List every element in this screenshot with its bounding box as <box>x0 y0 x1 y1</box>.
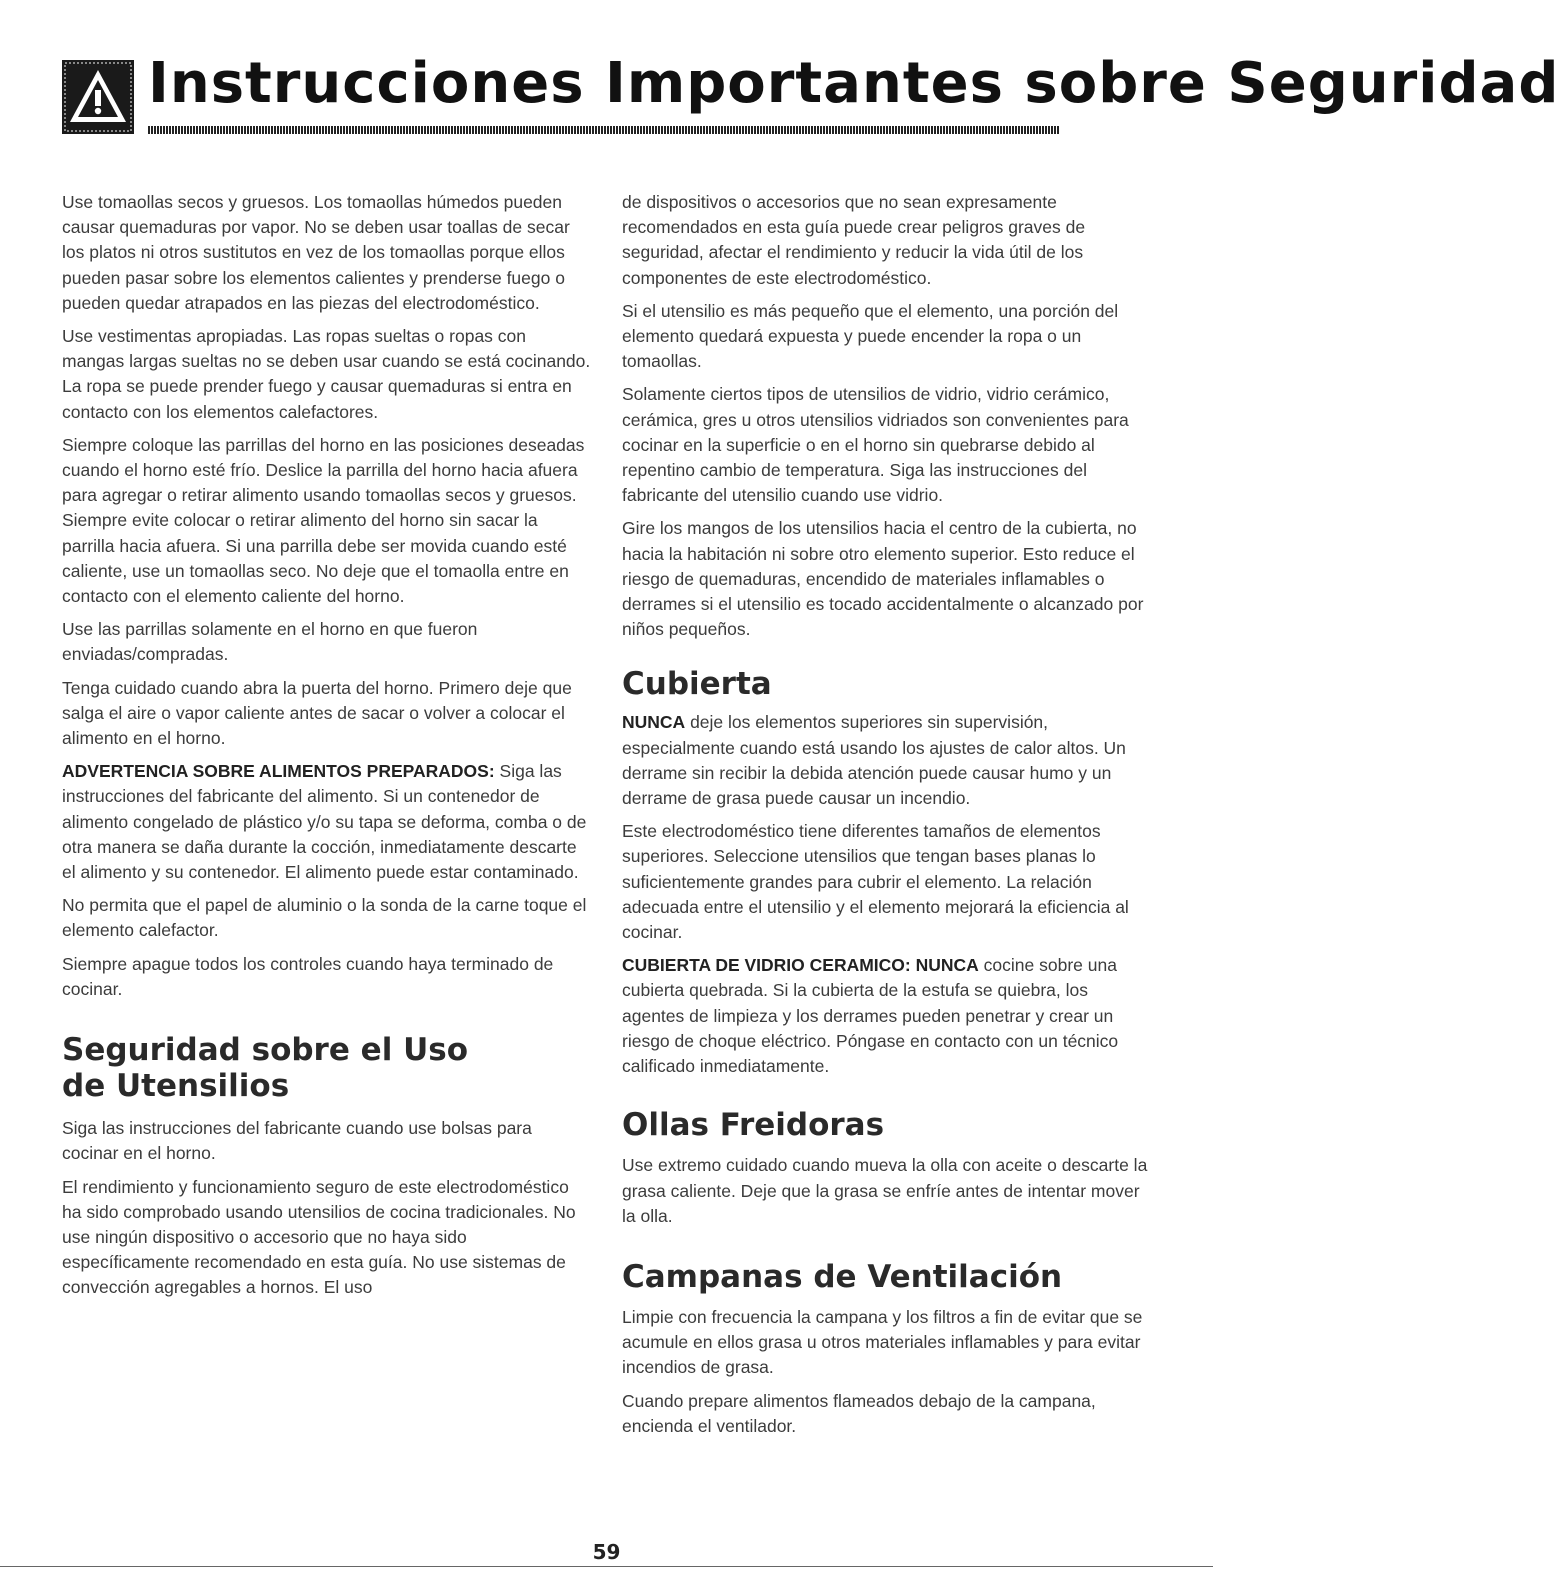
heading-utensil-safety <box>62 1032 592 1104</box>
ceramic-glass-text: cocine sobre una cubierta quebrada. Si la cubierta de la estufa se quiebra, los agentes de limpieza y los derrames pueden penetrar y crear un riesgo de choque eléctrico. Póngase en contacto con un técnico calificado inmediatamente. <box>622 955 1119 1077</box>
paragraph-accessories-continued: de dispositivos o accesorios que no sean expresamente recomendados en esta guía puede crear peligros graves de seguridad, afectar el rendimiento y reducir la vida útil de los componentes de este electrodoméstico. <box>622 192 1086 288</box>
warning-triangle-icon <box>62 60 134 134</box>
paragraph-handles: Gire los mangos de los utensilios hacia el centro de la cubierta, no hacia la habitación ni sobre otro elemento superior. Esto reduce el riesgo de quemaduras, encendido de materiales inflamables o derrames si el utensilio es tocado accidentalmente o alcanzado por niños pequeños. <box>622 518 1144 640</box>
heading-utensil-safety-line1: Seguridad sobre el Uso <box>62 1032 469 1069</box>
paragraph-prepared-foods-warning <box>62 759 592 885</box>
paragraph-oven-door: Tenga cuidado cuando abra la puerta del horno. Primero deje que salga el aire o vapor caliente antes de sacar o volver a colocar el alimento en el horno. <box>62 677 572 749</box>
page-number: 59 <box>592 1540 621 1564</box>
paragraph-fryer: Use extremo cuidado cuando mueva la olla con aceite o descarte la grasa caliente. Deje que la grasa se enfríe antes de intentar mover la olla. <box>622 1155 1148 1226</box>
paragraph-element-sizes: Este electrodoméstico tiene diferentes tamaños de elementos superiores. Seleccione utensilios que tengan bases planas lo suficientemente grandes para cubrir el elemento. La relación adecuada entre el utensilio y el elemento mejorará la eficiencia al cocinar. <box>622 821 1129 943</box>
paragraph-clothing: Use vestimentas apropiadas. Las ropas sueltas o ropas con mangas largas sueltas no se deben usar cuando se está cocinando. La ropa se puede prender fuego y causar quemaduras si entra en contacto con los elementos calefactores. <box>62 326 591 422</box>
paragraph-aluminum-foil: No permita que el papel de aluminio o la sonda de la carne toque el elemento calefactor. <box>62 895 587 941</box>
paragraph-small-utensil: Si el utensilio es más pequeño que el elemento, una porción del elemento quedará expuesta y puede encender la ropa o un tomaollas. <box>622 300 1119 372</box>
page-title: Instrucciones Importantes sobre Seguridad <box>148 51 1559 116</box>
warning-label: ADVERTENCIA SOBRE ALIMENTOS PREPARADOS: <box>62 761 495 782</box>
heading-ollas-freidoras: Ollas Freidoras <box>622 1107 885 1144</box>
paragraph-ceramic-glass <box>622 953 1152 1079</box>
paragraph-cooking-bags: Siga las instrucciones del fabricante cuando use bolsas para cocinar en el horno. <box>62 1118 532 1164</box>
paragraph-clean-hood: Limpie con frecuencia la campana y los filtros a fin de evitar que se acumule en ellos grasa u otros materiales inflamables y para evitar incendios de grasa. <box>622 1306 1143 1378</box>
left-column <box>62 190 592 1309</box>
heading-utensil-safety-line2: de Utensilios <box>62 1068 290 1105</box>
never-text: deje los elementos superiores sin supervisión, especialmente cuando está usando los ajustes de calor altos. Un derrame sin recibir la debida atención puede causar humo y un derrame de grasa puede causar un incendio. <box>622 712 1126 809</box>
right-column <box>622 190 1152 1447</box>
paragraph-potholders: Use tomaollas secos y gruesos. Los tomaollas húmedos pueden causar quemaduras por vapor. No se deben usar toallas de secar los platos ni otros sustitutos en vez de los tomaollas porque ellos pueden pasar sobre los elementos calientes y prenderse fuego o pueden quedar atrapados en las piezas del electrodoméstico. <box>62 192 570 313</box>
paragraph-never-unattended <box>622 710 1152 811</box>
paragraph-controls-off: Siempre apague todos los controles cuando haya terminado de cocinar. <box>62 953 554 999</box>
never-label: NUNCA <box>622 712 686 733</box>
page-header <box>62 51 1559 142</box>
warning-text: Siga las instrucciones del fabricante del alimento. Si un contenedor de alimento congelado de plástico y/o su tapa se deforma, comba o de otra manera se daña durante la cocción, inmediatamente descarte el alimento y su contenedor. El alimento puede estar contaminado. <box>62 761 587 883</box>
heading-campanas: Campanas de Ventilación <box>622 1258 1063 1295</box>
bottom-rule <box>0 1566 1213 1567</box>
paragraph-flambe: Cuando prepare alimentos flameados debajo de la campana, encienda el ventilador. <box>622 1390 1096 1436</box>
heading-cubierta: Cubierta <box>622 666 772 703</box>
paragraph-performance: El rendimiento y funcionamiento seguro de este electrodoméstico ha sido comprobado usando utensilios de cocina tradicionales. No use ningún dispositivo o accesorio que no haya sido específicamente recomendado en esta guía. No use sistemas de convección agregables a hornos. El uso <box>62 1176 576 1298</box>
paragraph-glass-utensils: Solamente ciertos tipos de utensilios de vidrio, vidrio cerámico, cerámica, gres u otros utensilios vidriados son convenientes para cocinar en la superficie o en el horno sin quebrarse debido al repentino cambio de temperatura. Siga las instrucciones del fabricante del utensilio cuando use vidrio. <box>622 384 1129 506</box>
title-underline <box>148 126 1060 134</box>
paragraph-oven-racks: Siempre coloque las parrillas del horno en las posiciones deseadas cuando el horno esté frío. Deslice la parrilla del horno hacia afuera para agregar o retirar alimento usando tomaollas secos y gruesos. Siempre evite colocar o retirar alimento del horno sin sacar la parrilla hacia afuera. Si una parrilla debe ser movida cuando esté caliente, use un tomaollas seco. No deje que el tomaolla entre en contacto con el elemento caliente del horno. <box>62 434 585 607</box>
ceramic-glass-label: CUBIERTA DE VIDRIO CERAMICO: NUNCA <box>622 955 979 976</box>
paragraph-racks-only: Use las parrillas solamente en el horno en que fueron enviadas/compradas. <box>62 619 478 665</box>
